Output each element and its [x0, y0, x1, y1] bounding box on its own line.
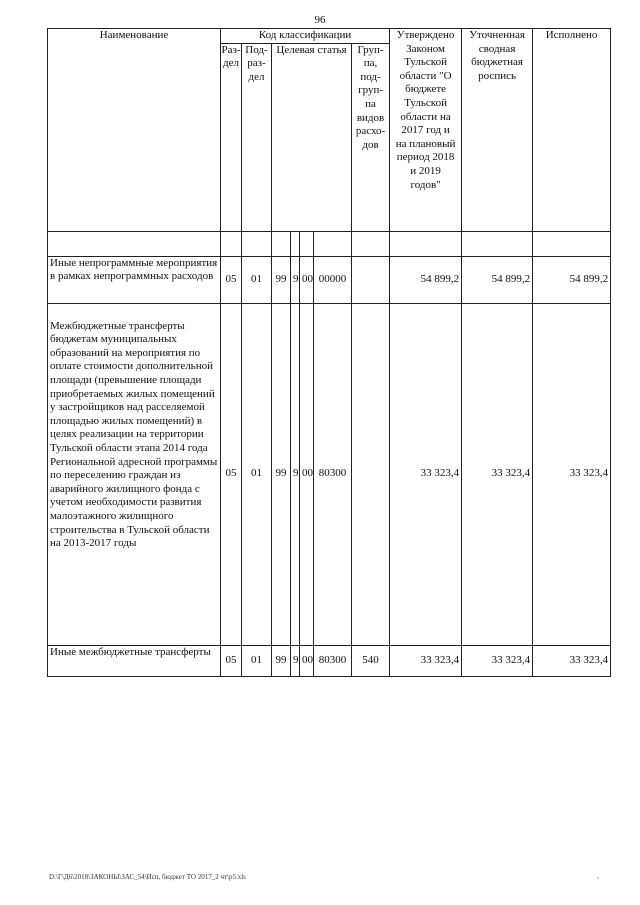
- header-row-1: [48, 29, 611, 44]
- row-target-4: 80300: [314, 303, 352, 645]
- row-subsection: 01: [242, 256, 272, 303]
- row-target-2: 9: [291, 303, 300, 645]
- header-revised: Уточненная сводная бюджетная роспись: [462, 29, 533, 232]
- row-target-1: 99: [272, 256, 291, 303]
- row-target-3: 00: [300, 256, 314, 303]
- row-approved: 54 899,2: [390, 256, 462, 303]
- row-group: [352, 256, 390, 303]
- row-section: 05: [221, 645, 242, 676]
- page-number: 96: [314, 14, 326, 26]
- row-executed: 54 899,2: [533, 256, 611, 303]
- row-executed: 33 323,4: [533, 645, 611, 676]
- row-revised: 54 899,2: [462, 256, 533, 303]
- header-group: Груп- па, под- груп- па видов расхо- дов: [352, 43, 390, 231]
- header-approved: Утверждено Законом Тульской области "О бюджете Тульской области на 2017 год и на плановый период 2018 и 2019 годов": [390, 29, 462, 232]
- row-name: Межбюджетные трансферты бюджетам муниципальных образований на мероприятия по оплате стоимости дополнительной площади (превышение площади приобретаемых жилых помещений у застройщиков над расселяемой площадью жилых помещений) в целях реализации на территории Тульской области этапа 2014 года Региональной адресной программы по переселению граждан из аварийного жилищного фонда с учетом необходимости развития малоэтажного жилищного строительства в Тульской области на 2013-2017 годы: [48, 303, 221, 645]
- header-name: Наименование: [48, 29, 221, 232]
- row-target-2: 9: [291, 256, 300, 303]
- table-row: [48, 645, 611, 676]
- row-name: Иные непрограммные мероприятия в рамках непрограммных расходов: [48, 256, 221, 303]
- row-target-4: 80300: [314, 645, 352, 676]
- row-target-4: 00000: [314, 256, 352, 303]
- row-revised: 33 323,4: [462, 645, 533, 676]
- header-executed: Исполнено: [533, 29, 611, 232]
- header-target: Целевая статья: [272, 43, 352, 231]
- row-target-1: 99: [272, 645, 291, 676]
- row-group: [352, 303, 390, 645]
- row-executed: 33 323,4: [533, 303, 611, 645]
- table-row: [48, 256, 611, 303]
- footer-mark: ,: [597, 871, 599, 880]
- table-row: [48, 303, 611, 645]
- row-subsection: 01: [242, 303, 272, 645]
- budget-table: [47, 28, 611, 677]
- row-group: 540: [352, 645, 390, 676]
- row-target-3: 00: [300, 303, 314, 645]
- row-section: 05: [221, 256, 242, 303]
- blank-row: [48, 231, 611, 256]
- header-section: Раз- дел: [221, 43, 242, 231]
- row-name: Иные межбюджетные трансферты: [48, 645, 221, 676]
- row-target-3: 00: [300, 645, 314, 676]
- row-target-1: 99: [272, 303, 291, 645]
- header-subsection: Под- раз- дел: [242, 43, 272, 231]
- row-section: 05: [221, 303, 242, 645]
- header-code: Код классификации: [221, 29, 390, 44]
- file-path-footer: D:\Г\Д6\2018\ЗАКОНЫ\ЗАС_54\Исп. бюджет ТО 2017_2 чт\р5.xls: [49, 873, 246, 881]
- row-target-2: 9: [291, 645, 300, 676]
- row-subsection: 01: [242, 645, 272, 676]
- row-revised: 33 323,4: [462, 303, 533, 645]
- row-approved: 33 323,4: [390, 303, 462, 645]
- row-approved: 33 323,4: [390, 645, 462, 676]
